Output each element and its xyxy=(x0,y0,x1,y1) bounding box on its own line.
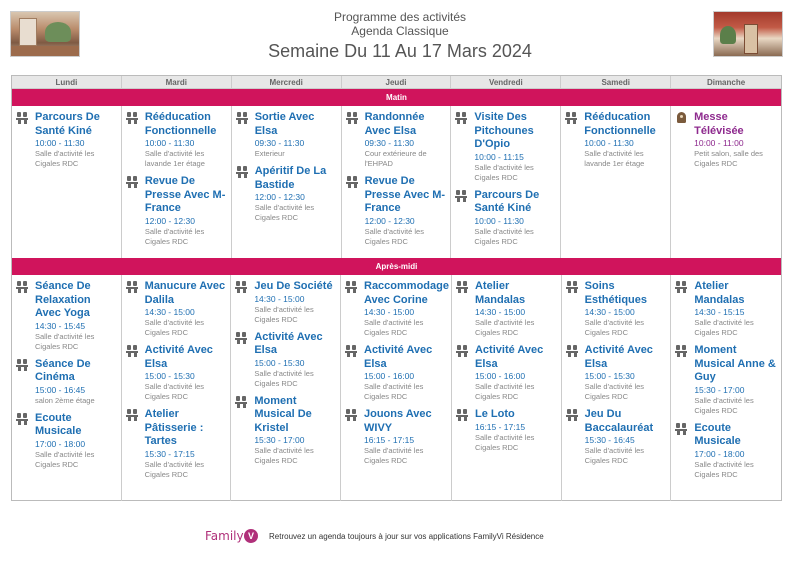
activity-icon xyxy=(456,345,470,357)
activity-icon xyxy=(345,281,359,293)
activity-icon xyxy=(566,281,580,293)
church-icon xyxy=(675,112,689,124)
activity-item[interactable] xyxy=(345,344,449,402)
activity-place: Salle d'activité les Cigales RDC xyxy=(144,459,205,479)
activity-time: 10:00 - 11:30 xyxy=(144,138,195,148)
activity-details xyxy=(254,331,338,389)
activity-item[interactable] xyxy=(235,395,338,467)
activity-icon xyxy=(346,176,360,188)
activity-place: Salle d'activité les Cigales RDC xyxy=(144,226,205,246)
activity-time: 14:30 - 15:00 xyxy=(364,307,415,317)
activity-place: Salle d'activité les Cigales RDC xyxy=(35,449,95,469)
activity-details xyxy=(35,280,119,352)
activity-details xyxy=(255,165,339,223)
activity-time: 12:00 - 12:30 xyxy=(254,192,305,202)
activity-place: Salle d'activité les Cigales RDC xyxy=(694,318,754,337)
activity-item[interactable] xyxy=(126,111,229,169)
activity-title: Séance De Cinéma xyxy=(35,357,91,383)
activity-icon xyxy=(345,345,359,357)
day-header-2: Mercredi xyxy=(232,76,342,89)
page-header xyxy=(0,10,800,63)
activity-icon xyxy=(126,281,140,293)
activity-icon xyxy=(235,281,249,293)
activity-details xyxy=(35,111,119,169)
activity-place: Salle d'activité les Cigales RDC xyxy=(254,304,314,324)
activity-title: Ecoute Musicale xyxy=(694,421,741,447)
activity-item[interactable] xyxy=(16,280,119,352)
activity-details xyxy=(364,344,449,402)
activity-place: Salle d'activité les Cigales RDC xyxy=(35,331,95,351)
activity-details xyxy=(145,175,229,247)
afternoon-cell-jeudi xyxy=(341,275,452,501)
morning-cell-mercredi xyxy=(232,106,342,258)
afternoon-cell-vendredi xyxy=(452,275,562,501)
activity-title: Randonnée Avec Elsa xyxy=(364,111,425,137)
activity-title: Activité Avec Elsa xyxy=(584,344,653,370)
activity-item[interactable] xyxy=(16,412,119,470)
activity-icon xyxy=(346,112,360,124)
activity-details xyxy=(254,395,338,467)
morning-cell-jeudi xyxy=(342,106,452,258)
activity-place: Salle d'activité les Cigales RDC xyxy=(474,162,534,182)
activity-icon xyxy=(345,409,359,421)
activity-details xyxy=(475,280,559,338)
activity-title: Sortie Avec Elsa xyxy=(254,111,315,137)
activity-icon xyxy=(456,281,470,293)
activity-place: Salle d'activité les Cigales RDC xyxy=(364,318,424,337)
activity-details xyxy=(474,189,558,247)
activity-details xyxy=(145,344,229,402)
activity-time: 14:30 - 15:15 xyxy=(694,307,745,317)
activity-details xyxy=(474,111,558,183)
activity-icon xyxy=(126,345,140,357)
activity-icon xyxy=(126,176,140,188)
activity-time: 10:00 - 11:00 xyxy=(694,138,744,148)
activity-details xyxy=(585,408,669,466)
activity-item[interactable] xyxy=(455,189,558,247)
activity-item[interactable] xyxy=(346,175,449,247)
activity-place: Exterieur xyxy=(254,149,285,158)
activity-place: Salle d'activité les Cigales RDC xyxy=(364,382,424,401)
activity-details xyxy=(255,111,339,159)
activity-place: salon 2ème étage xyxy=(35,395,95,405)
activity-details xyxy=(145,280,229,338)
activity-title: Moment Musical De Kristel xyxy=(254,394,312,434)
activity-details xyxy=(475,344,559,402)
activity-title: Raccommodage Avec Corine xyxy=(364,280,449,306)
activity-title: Activité Avec Elsa xyxy=(144,344,213,370)
activity-title: Revue De Presse Avec M-France xyxy=(144,175,226,214)
activity-item[interactable] xyxy=(456,344,559,402)
activity-icon xyxy=(16,413,30,425)
activity-time: 15:00 - 16:00 xyxy=(364,371,415,381)
activity-title: Parcours De Santé Kiné xyxy=(474,188,540,214)
activity-details xyxy=(364,280,449,338)
day-header-5: Samedi xyxy=(561,76,671,89)
activity-title: Ecoute Musicale xyxy=(35,411,82,437)
activity-time: 15:30 - 17:00 xyxy=(694,384,745,395)
activity-title: Séance De Relaxation Avec Yoga xyxy=(35,280,91,319)
activity-place: Salle d'activité les Cigales RDC xyxy=(474,382,535,401)
activity-item[interactable] xyxy=(236,111,339,159)
afternoon-cell-dimanche xyxy=(671,275,781,501)
activity-place: Salle d'activité les Cigales RDC xyxy=(144,382,205,401)
activity-time: 14:30 - 15:00 xyxy=(474,307,526,317)
activity-item[interactable] xyxy=(675,344,779,416)
activity-item[interactable] xyxy=(346,111,449,169)
morning-cell-vendredi xyxy=(451,106,561,258)
day-header-0: Lundi xyxy=(12,76,122,89)
activity-icon xyxy=(675,423,689,435)
activity-icon xyxy=(235,332,249,344)
activity-time: 17:00 - 18:00 xyxy=(35,438,86,449)
activity-place: Cour extérieure de l'EHPAD xyxy=(364,149,427,168)
footer xyxy=(0,527,800,547)
activity-item[interactable] xyxy=(566,280,669,338)
activity-icon xyxy=(16,281,30,293)
afternoon-cell-samedi xyxy=(562,275,672,501)
activity-title: Jeu Du Baccalauréat xyxy=(584,408,654,434)
familyvi-logo: Family xyxy=(205,529,244,543)
activity-item[interactable] xyxy=(566,344,669,402)
activity-place: Salle d'activité les Cigales RDC xyxy=(254,446,314,465)
activity-item[interactable] xyxy=(235,280,338,325)
activity-time: 15:00 - 16:00 xyxy=(474,371,526,381)
activity-title: Rééducation Fonctionnelle xyxy=(584,111,656,137)
morning-cell-dimanche xyxy=(671,106,781,258)
activity-place: Salle d'activité les Cigales RDC xyxy=(35,149,95,168)
activity-place: Salle d'activité les Cigales RDC xyxy=(694,459,754,479)
activity-details xyxy=(585,344,669,402)
activity-title: Atelier Mandalas xyxy=(694,280,745,306)
footer-text: Retrouvez un agenda toujours à jour sur vos applications FamilyVi Résidence xyxy=(269,532,544,541)
activity-place: Salle d'activité les Cigales RDC xyxy=(584,382,645,401)
activity-time: 10:00 - 11:30 xyxy=(584,138,634,148)
familyvi-logo-icon: V xyxy=(244,529,258,543)
activity-details xyxy=(364,408,449,466)
activity-time: 12:00 - 12:30 xyxy=(144,215,195,226)
page-subtitle: Agenda Classique xyxy=(351,24,449,38)
activity-time: 14:30 - 15:00 xyxy=(254,293,305,304)
activity-title: Le Loto xyxy=(474,408,515,420)
activity-time: 16:15 - 17:15 xyxy=(474,421,526,432)
activity-place: Salle d'activité les Cigales RDC xyxy=(474,318,535,337)
activity-icon xyxy=(675,281,689,293)
activity-time: 17:00 - 18:00 xyxy=(694,448,745,459)
activity-details xyxy=(585,280,669,338)
activity-details xyxy=(584,111,668,169)
activity-details xyxy=(35,358,119,406)
activity-time: 15:00 - 16:45 xyxy=(35,384,86,395)
activity-place: Salle d'activité les Cigales RDC xyxy=(364,446,424,465)
activity-time: 15:30 - 17:15 xyxy=(144,448,195,459)
activity-place: Petit salon, salle des Cigales RDC xyxy=(694,149,763,168)
activity-place: Salle d'activité les Cigales RDC xyxy=(584,318,645,337)
week-title: Semaine Du 11 Au 17 Mars 2024 xyxy=(268,41,532,61)
activity-item[interactable] xyxy=(126,408,229,480)
activity-details xyxy=(365,175,449,247)
activity-time: 14:30 - 15:00 xyxy=(584,307,635,317)
activity-title: Soins Esthétiques xyxy=(584,280,648,306)
activity-time: 10:00 - 11:30 xyxy=(474,215,524,226)
afternoon-cell-mardi xyxy=(122,275,232,501)
day-header-row xyxy=(12,76,781,89)
activity-icon xyxy=(566,409,580,421)
activity-details xyxy=(254,280,338,325)
agenda-grid xyxy=(11,75,782,501)
activity-title: Jeu De Société xyxy=(254,280,333,292)
activity-time: 16:15 - 17:15 xyxy=(364,435,415,445)
activity-time: 14:30 - 15:00 xyxy=(144,307,195,317)
activity-icon xyxy=(455,190,469,202)
activity-time: 09:30 - 11:30 xyxy=(364,138,415,148)
activity-time: 14:30 - 15:45 xyxy=(35,320,86,331)
activity-icon xyxy=(236,166,250,178)
activity-title: Activité Avec Elsa xyxy=(364,344,433,370)
activity-time: 15:00 - 15:30 xyxy=(254,357,305,368)
afternoon-band: Après-midi xyxy=(12,258,781,275)
activity-place: Salle d'activité les Cigales RDC xyxy=(144,318,205,337)
activity-title: Atelier Pâtisserie : Tartes xyxy=(144,408,204,447)
activity-time: 15:00 - 15:30 xyxy=(584,371,635,381)
activity-title: Activité Avec Elsa xyxy=(254,330,323,356)
activity-title: Jouons Avec WIVY xyxy=(364,408,432,434)
activity-title: Revue De Presse Avec M-France xyxy=(364,175,446,214)
afternoon-row xyxy=(12,275,781,501)
activity-icon xyxy=(16,112,30,124)
activity-place: Salle d'activité les Cigales RDC xyxy=(254,203,315,222)
activity-details xyxy=(365,111,449,169)
activity-title: Messe Télévisée xyxy=(694,111,744,137)
morning-row xyxy=(12,106,781,258)
activity-item[interactable] xyxy=(675,422,779,480)
activity-title: Apéritif De La Bastide xyxy=(254,165,327,191)
activity-icon xyxy=(16,359,30,371)
activity-item[interactable] xyxy=(236,165,339,223)
activity-title: Activité Avec Elsa xyxy=(474,344,544,370)
morning-cell-lundi xyxy=(12,106,122,258)
activity-time: 15:30 - 17:00 xyxy=(254,435,305,445)
activity-icon xyxy=(675,345,689,357)
activity-icon xyxy=(456,409,470,421)
activity-item[interactable] xyxy=(675,111,779,169)
day-header-4: Vendredi xyxy=(451,76,561,89)
activity-item[interactable] xyxy=(566,408,669,466)
activity-time: 10:00 - 11:15 xyxy=(474,151,524,162)
activity-icon xyxy=(455,112,469,124)
activity-item[interactable] xyxy=(126,344,229,402)
activity-icon xyxy=(565,112,579,124)
activity-item[interactable] xyxy=(345,280,449,338)
morning-band: Matin xyxy=(12,89,781,106)
activity-place: Salle d'activité les lavande 1er étage xyxy=(144,149,205,168)
morning-cell-mardi xyxy=(122,106,232,258)
activity-details xyxy=(145,111,229,169)
morning-cell-samedi xyxy=(561,106,671,258)
afternoon-cell-lundi xyxy=(12,275,122,501)
activity-item[interactable] xyxy=(675,280,779,338)
activity-icon xyxy=(126,112,140,124)
activity-title: Manucure Avec Dalila xyxy=(144,280,226,306)
activity-details xyxy=(35,412,119,470)
activity-time: 10:00 - 11:30 xyxy=(35,138,85,148)
activity-item[interactable] xyxy=(455,111,558,183)
activity-time: 12:00 - 12:30 xyxy=(364,215,415,226)
activity-place: Salle d'activité les Cigales RDC xyxy=(584,446,645,465)
activity-time: 15:00 - 15:30 xyxy=(144,371,195,381)
activity-place: Salle d'activité les Cigales RDC xyxy=(474,432,535,452)
day-header-1: Mardi xyxy=(122,76,232,89)
afternoon-cell-mercredi xyxy=(231,275,341,501)
activity-icon xyxy=(235,396,249,408)
activity-details xyxy=(694,111,779,169)
activity-icon xyxy=(236,112,250,124)
activity-item[interactable] xyxy=(16,358,119,406)
activity-place: Salle d'activité les lavande 1er étage xyxy=(584,149,645,168)
activity-place: Salle d'activité les Cigales RDC xyxy=(254,368,314,388)
activity-title: Atelier Mandalas xyxy=(474,280,526,306)
activity-place: Salle d'activité les Cigales RDC xyxy=(364,226,424,246)
activity-details xyxy=(694,422,779,480)
day-header-6: Dimanche xyxy=(706,78,746,87)
activity-details xyxy=(145,408,229,480)
activity-item[interactable] xyxy=(16,111,119,169)
activity-details xyxy=(475,408,559,453)
activity-details xyxy=(694,344,779,416)
activity-item[interactable] xyxy=(235,331,338,389)
activity-details xyxy=(694,280,779,338)
day-header-3: Jeudi xyxy=(342,76,452,89)
activity-item[interactable] xyxy=(126,280,229,338)
activity-item[interactable] xyxy=(126,175,229,247)
activity-place: Salle d'activité les Cigales RDC xyxy=(474,226,534,246)
activity-icon xyxy=(566,345,580,357)
activity-title: Rééducation Fonctionnelle xyxy=(144,111,217,137)
activity-title: Parcours De Santé Kiné xyxy=(35,111,100,137)
activity-title: Moment Musical Anne & Guy xyxy=(694,344,776,383)
activity-icon xyxy=(126,409,140,421)
activity-item[interactable] xyxy=(456,408,559,453)
activity-item[interactable] xyxy=(456,280,559,338)
activity-time: 15:30 - 16:45 xyxy=(584,435,635,445)
activity-time: 09:30 - 11:30 xyxy=(254,138,305,148)
activity-place: Salle d'activité les Cigales RDC xyxy=(694,395,754,415)
activity-item[interactable] xyxy=(565,111,668,169)
activity-title: Visite Des Pitchounes D'Opio xyxy=(474,111,534,150)
activity-item[interactable] xyxy=(345,408,449,466)
page-title: Programme des activités xyxy=(333,10,467,24)
